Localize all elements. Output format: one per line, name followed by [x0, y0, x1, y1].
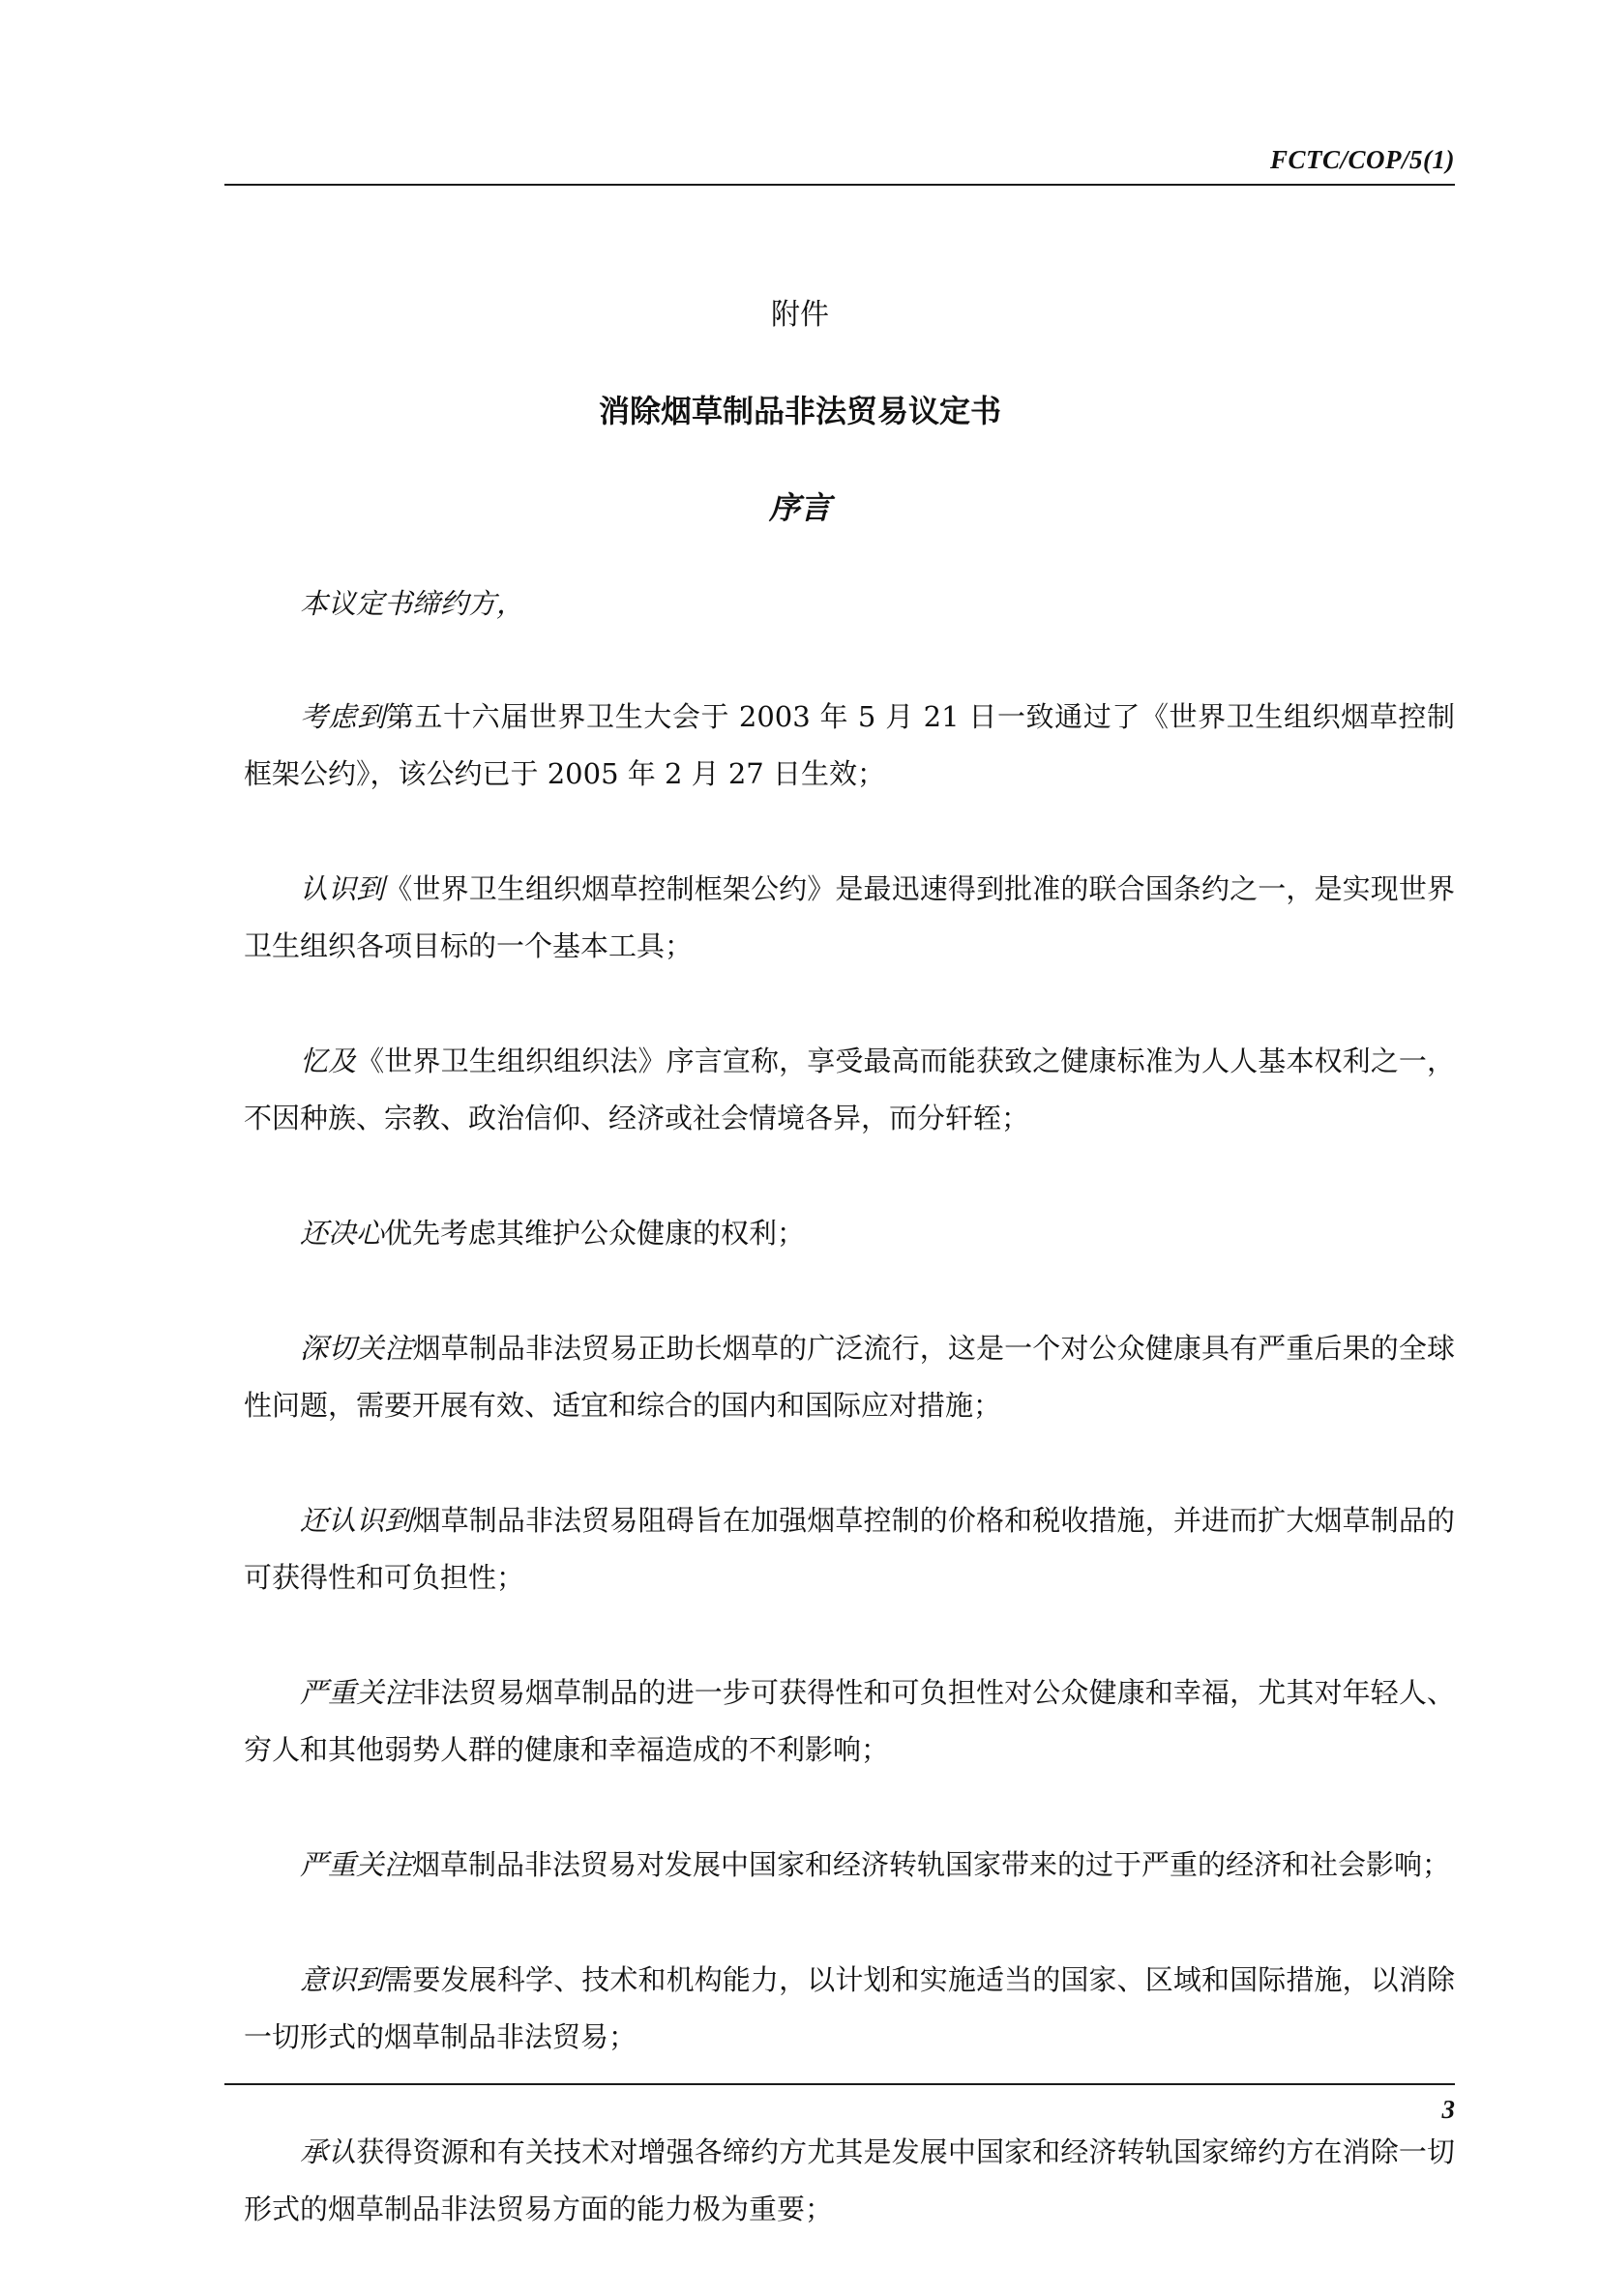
paragraph-text: 优先考虑其维护公众健康的权利；: [384, 1217, 806, 1250]
preamble-paragraph: [244, 1492, 1455, 1606]
preamble-body: [244, 575, 1455, 2296]
preamble-paragraph: [244, 861, 1455, 975]
preamble-paragraph: [244, 2124, 1455, 2238]
paragraph-lead: 意识到: [300, 1963, 385, 1996]
paragraph-text: 烟草制品非法贸易对发展中国家和经济转轨国家带来的过于严重的经济和社会影响；: [412, 1848, 1451, 1881]
header-rule: [224, 184, 1455, 186]
preamble-paragraph: [244, 1952, 1455, 2066]
paragraph-lead: 严重关注: [300, 1848, 413, 1881]
paragraph-text: 第五十六届世界卫生大会于 2003 年 5 月 21 日一致通过了《世界卫生组织烟草控制框架公约》，该公约已于 2005 年 2 月 27 日生效；: [244, 700, 1455, 790]
page-number: 3: [1441, 2095, 1455, 2124]
preamble-paragraph: [244, 1205, 1455, 1262]
footer-rule: [224, 2083, 1455, 2085]
paragraph-text: 《世界卫生组织烟草控制框架公约》是最迅速得到批准的联合国条约之一，是实现世界卫生组织各项目标的一个基本工具；: [244, 872, 1455, 962]
paragraph-lead: 认识到: [300, 872, 385, 905]
preamble-paragraph: [244, 575, 1455, 633]
document-code: FCTC/COP/5(1): [1269, 145, 1455, 174]
paragraph-lead: 还认识到: [300, 1504, 413, 1537]
paragraph-text: 烟草制品非法贸易正助长烟草的广泛流行，这是一个对公众健康具有严重后果的全球性问题，需要开展有效、适宜和综合的国内和国际应对措施；: [244, 1332, 1455, 1422]
preamble-paragraph: [244, 1664, 1455, 1779]
paragraph-lead: 深切关注: [300, 1332, 413, 1365]
preamble-paragraph: [244, 1320, 1455, 1434]
paragraph-lead: 考虑到: [300, 700, 386, 733]
paragraph-lead: 还决心: [300, 1217, 385, 1250]
paragraph-text: 需要发展科学、技术和机构能力，以计划和实施适当的国家、区域和国际措施，以消除一切形式的烟草制品非法贸易；: [244, 1963, 1455, 2053]
section-title: 序言: [768, 489, 831, 526]
preamble-paragraph: [244, 689, 1455, 803]
paragraph-text: 获得资源和有关技术对增强各缔约方尤其是发展中国家和经济转轨国家缔约方在消除一切形式的烟草制品非法贸易方面的能力极为重要；: [244, 2135, 1455, 2225]
annex-label: 附件: [771, 298, 829, 332]
paragraph-lead: 严重关注: [300, 1676, 413, 1709]
document-title: 消除烟草制品非法贸易议定书: [598, 393, 1001, 429]
paragraph-text: 《世界卫生组织组织法》序言宣称，享受最高而能获致之健康标准为人人基本权利之一，不因种族、宗教、政治信仰、经济或社会情境各异，而分轩轾；: [244, 1045, 1455, 1134]
paragraph-lead: 承认: [300, 2135, 357, 2168]
preamble-paragraph: [244, 1033, 1455, 1147]
preamble-paragraph: [244, 1837, 1455, 1894]
paragraph-lead: 本议定书缔约方，: [300, 587, 525, 620]
paragraph-lead: 忆及: [300, 1045, 357, 1077]
paragraph-text: 非法贸易烟草制品的进一步可获得性和可负担性对公众健康和幸福，尤其对年轻人、穷人和其他弱势人群的健康和幸福造成的不利影响；: [244, 1676, 1455, 1766]
paragraph-text: 烟草制品非法贸易阻碍旨在加强烟草控制的价格和税收措施，并进而扩大烟草制品的可获得性和可负担性；: [244, 1504, 1455, 1594]
